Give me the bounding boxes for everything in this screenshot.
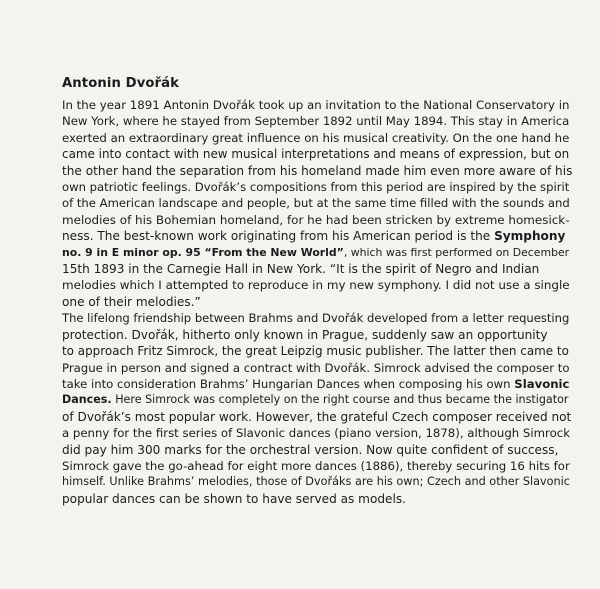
text-line: The lifelong friendship between Brahms and Dvořák developed from a letter requesting: [62, 311, 570, 326]
text-line: came into contact with new musical interpretations and means of expression, but on: [62, 147, 570, 162]
text-run: Here Simrock was completely on the right course and thus became the instigator: [111, 393, 569, 407]
text-line: popular dances can be shown to have served as models.: [62, 491, 406, 506]
text-run: , which was first performed on December: [343, 245, 570, 259]
paragraph-american-period: [62, 97, 572, 310]
text-line: the other hand the separation from his homeland made him even more aware of his: [62, 163, 573, 178]
text-line: own patriotic feelings. Dvořák’s compositions from this period are inspired by the spirit: [62, 180, 570, 195]
symphony-title-part1: Symphony: [494, 229, 566, 244]
text-line: melodies which I attempted to reproduce in my new symphony. I did not use a single: [62, 278, 570, 293]
text-line: to approach Fritz Simrock, the great Leipzig music publisher. The latter then came to: [62, 344, 569, 359]
paragraph-brahms-friendship: [62, 310, 572, 507]
slavonic-dances-part2: Dances.: [62, 393, 112, 407]
text-line: himself. Unlike Brahms’ melodies, those of Dvořáks are his own; Czech and other Slavonic: [62, 475, 570, 489]
text-line: melodies of his Bohemian homeland, for he had been stricken by extreme homesick-: [62, 212, 570, 227]
text-run: ness. The best-known work originating from his American period is the: [62, 229, 495, 244]
text-line: In the year 1891 Antonin Dvořák took up an invitation to the National Conservatory in: [62, 98, 570, 112]
text-line: a penny for the first series of Slavonic dances (piano version, 1878), although Simrock: [62, 426, 571, 441]
text-line: of the American landscape and people, but at the same time filled with the sounds and: [62, 196, 570, 211]
text-line: New York, where he stayed from September 1892 until May 1894. This stay in America: [62, 114, 570, 129]
text-line: protection. Dvořák, hitherto only known in Prague, suddenly saw an opportunity: [62, 327, 548, 342]
text-line: of Dvořák’s most popular work. However, the grateful Czech composer received not: [62, 409, 572, 424]
text-line: [62, 245, 572, 261]
text-line: one of their melodies.”: [62, 294, 201, 309]
text-run: take into consideration Brahms’ Hungarian Dances when composing his own: [62, 376, 515, 391]
booklet-page: [62, 76, 572, 507]
slavonic-dances-part1: Slavonic: [514, 376, 570, 391]
text-line: did pay him 300 marks for the orchestral version. Now quite confident of success,: [62, 442, 559, 457]
text-line: Prague in person and signed a contract with Dvořák. Simrock advised the composer to: [62, 360, 570, 375]
symphony-title-part2: no. 9 in E minor op. 95 “From the New World”: [62, 245, 344, 259]
text-line: 15th 1893 in the Carnegie Hall in New York. “It is the spirit of Negro and Indian: [62, 262, 540, 277]
page-title: Antonin Dvořák: [62, 76, 180, 91]
text-line: [62, 392, 572, 408]
text-line: [62, 376, 572, 392]
text-line: [62, 228, 572, 244]
text-line: exerted an extraordinary great influence on his musical creativity. On the one hand he: [62, 130, 570, 145]
text-line: Simrock gave the go-ahead for eight more dances (1886), thereby securing 16 hits for: [62, 458, 570, 473]
